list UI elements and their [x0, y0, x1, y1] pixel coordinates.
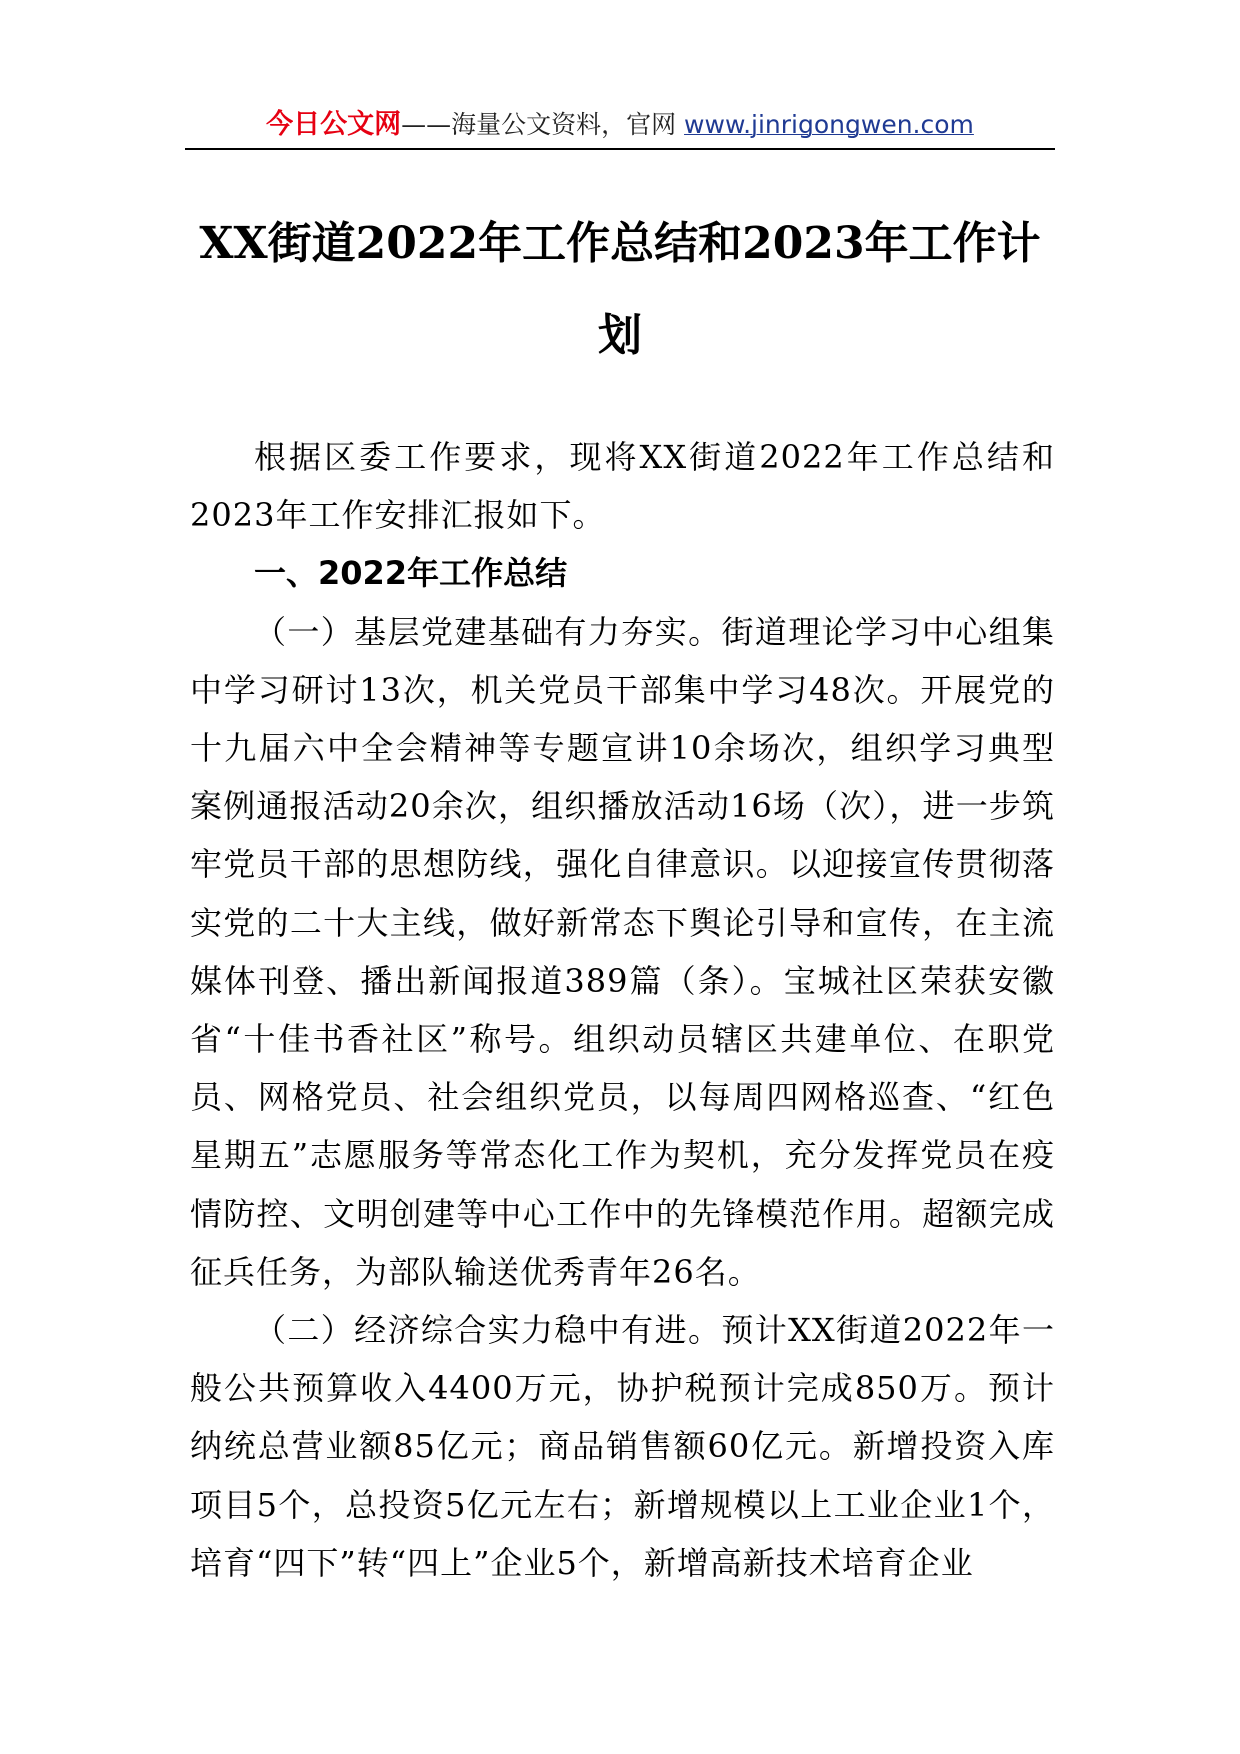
body-paragraph: （一）基层党建基础有力夯实。街道理论学习中心组集中学习研讨13次，机关党员干部集中学习48次。开展党的十九届六中全会精神等专题宣讲10余场次，组织学习典型案例通报活动20余次，组织播放活动16场（次），进一步筑牢党员干部的思想防线，强化自律意识。以迎接宣传贯彻落实党的二十大主线，做好新常态下舆论引导和宣传，在主流媒体刊登、播出新闻报道389篇（条）。宝城社区荣获安徽省“十佳书香社区”称号。组织动员辖区共建单位、在职党员、网格党员、社会组织党员，以每周四网格巡查、“红色星期五”志愿服务等常态化工作为契机，充分发挥党员在疫情防控、文明创建等中心工作中的先锋模范作用。超额完成征兵任务，为部队输送优秀青年26名。 [190, 612, 1055, 1291]
section-heading: 一、2022年工作总结 [254, 554, 568, 593]
body-paragraph: （二）经济综合实力稳中有进。预计XX街道2022年一般公共预算收入4400万元，协护税预计完成850万。预计纳统总营业额85亿元；商品销售额60亿元。新增投资入库项目5个，总投资5亿元左右；新增规模以上工业企业1个，培育“四下”转“四上”企业5个，新增高新技术培育企业 [190, 1311, 1055, 1582]
site-url-link[interactable]: www.jinrigongwen.com [684, 110, 974, 139]
page-header [185, 104, 1055, 146]
intro-paragraph: 根据区委工作要求，现将XX街道2022年工作总结和2023年工作安排汇报如下。 [190, 438, 1055, 535]
header-tagline: ——海量公文资料，官网 [401, 110, 685, 139]
document-body [190, 428, 1055, 1592]
header-divider [185, 148, 1055, 150]
site-name: 今日公文网 [266, 109, 402, 140]
document-title: XX街道2022年工作总结和2023年工作计划 [199, 218, 1041, 361]
